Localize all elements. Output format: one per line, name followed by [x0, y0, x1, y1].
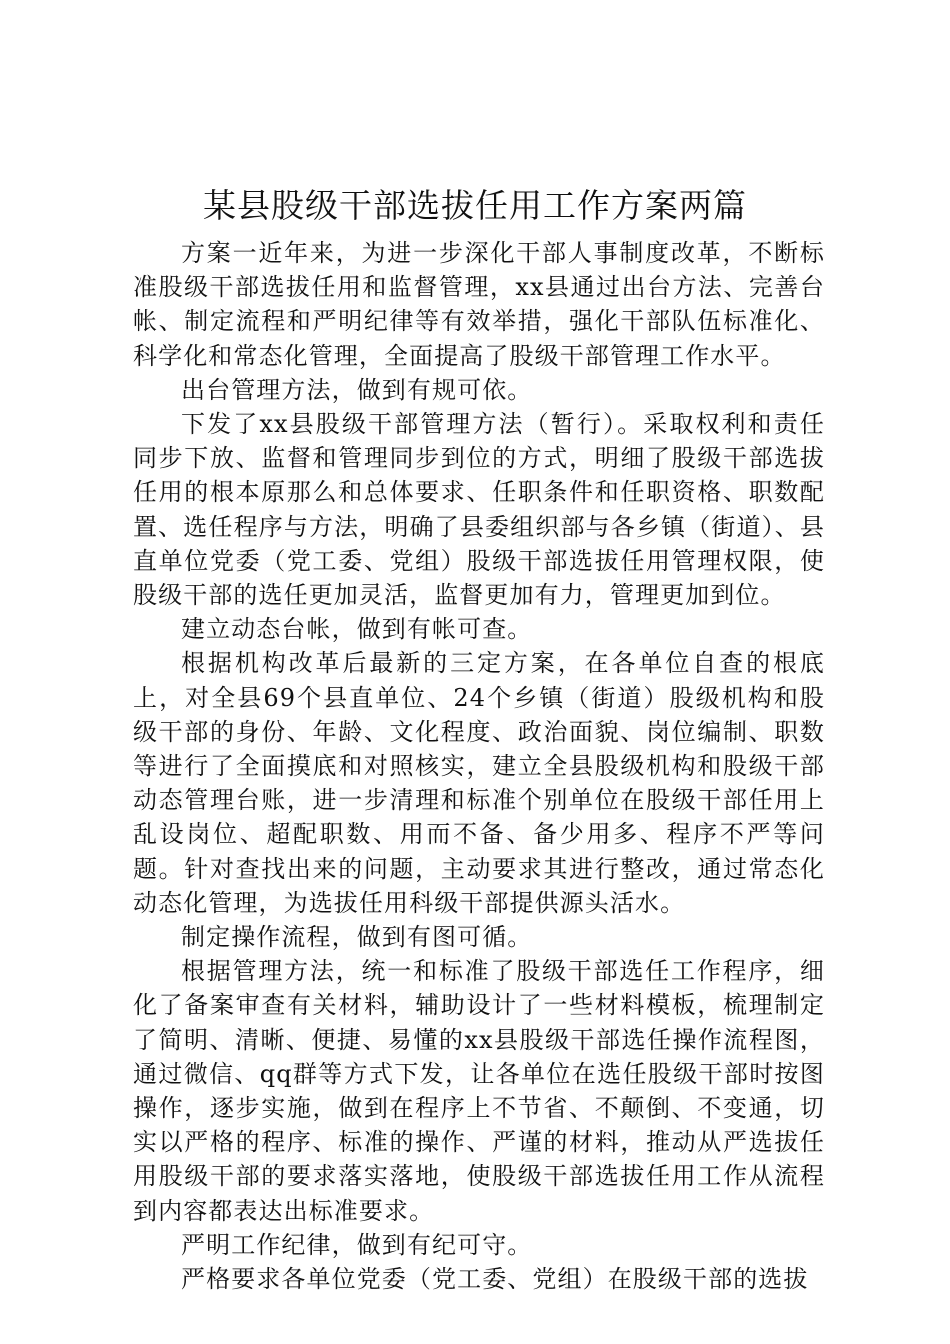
paragraph-measures-4: 严格要求各单位党委（党工委、党组）在股级干部的选拔: [181, 1265, 809, 1294]
document-title: 某县股级干部选拔任用工作方案两篇: [203, 186, 747, 225]
paragraph-heading-2: 建立动态台帐，做到有帐可查。: [181, 615, 533, 644]
paragraph-heading-3: 制定操作流程，做到有图可循。: [181, 923, 533, 952]
paragraph-heading-4: 严明工作纪律，做到有纪可守。: [181, 1230, 533, 1259]
paragraph-heading-1: 出台管理方法，做到有规可依。: [181, 375, 533, 404]
paragraph-intro: 方案一近年来，为进一步深化干部人事制度改革，不断标准股级干部选拔任用和监督管理，xx县通过出台方法、完善台帐、制定流程和严明纪律等有效举措，强化干部队伍标准化、科学化和常态化管理，全面提高了股级干部管理工作水平。: [133, 239, 825, 370]
paragraph-measures-1: 下发了xx县股级干部管理方法（暂行）。采取权利和责任同步下放、监督和管理同步到位的方式，明细了股级干部选拔任用的根本原那么和总体要求、任职条件和任职资格、职数配置、选任程序与方法，明确了县委组织部与各乡镇（街道）、县直单位党委（党工委、党组）股级干部选拔任用管理权限，使股级干部的选任更加灵活，监督更加有力，管理更加到位。: [133, 410, 825, 610]
paragraph-measures-2: 根据机构改革后最新的三定方案，在各单位自查的根底上，对全县69个县直单位、24个乡镇（街道）股级机构和股级干部的身份、年龄、文化程度、政治面貌、岗位编制、职数等进行了全面摸底和对照核实，建立全县股级机构和股级干部动态管理台账，进一步清理和标准个别单位在股级干部任用上乱设岗位、超配职数、用而不备、备少用多、程序不严等问题。针对查找出来的问题，主动要求其进行整改，通过常态化动态化管理，为选拔任用科级干部提供源头活水。: [133, 649, 825, 917]
paragraph-measures-3: 根据管理方法，统一和标准了股级干部选任工作程序，细化了备案审查有关材料，辅助设计了一些材料模板，梳理制定了简明、清晰、便捷、易懂的xx县股级干部选任操作流程图，通过微信、qq群等方式下发，让各单位在选任股级干部时按图操作，逐步实施，做到在程序上不节省、不颠倒、不变通，切实以严格的程序、标准的操作、严谨的材料，推动从严选拔任用股级干部的要求落实落地，使股级干部选拔任用工作从流程到内容都表达出标准要求。: [133, 957, 825, 1225]
document-body: [133, 236, 825, 1296]
